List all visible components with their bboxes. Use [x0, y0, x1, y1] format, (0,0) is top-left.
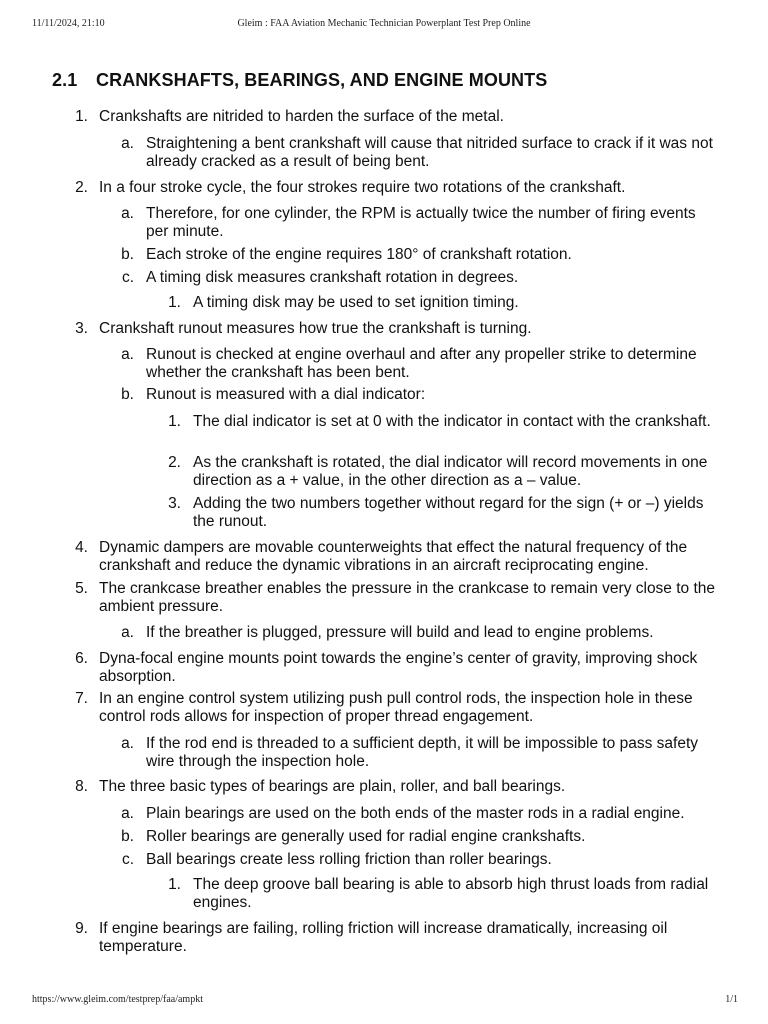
list-marker: 9. — [75, 920, 88, 937]
section-title: CRANKSHAFTS, BEARINGS, AND ENGINE MOUNTS — [96, 70, 548, 90]
list-item-text: Dyna-focal engine mounts point towards the engine’s center of gravity, improving shock absorption. — [99, 650, 698, 685]
list-item-text: The crankcase breather enables the pressure in the crankcase to remain very close to the ambient pressure. — [99, 580, 716, 615]
list-marker: b. — [121, 386, 134, 403]
list-item-text: If the breather is plugged, pressure will build and lead to engine problems. — [146, 624, 654, 641]
print-footer — [0, 994, 768, 1010]
list-marker: c. — [121, 851, 134, 868]
list-item-text: Runout is checked at engine overhaul and after any propeller strike to determine whether the crankshaft has been bent. — [146, 346, 697, 381]
list-marker: a. — [121, 735, 134, 752]
list-item-text: In a four stroke cycle, the four strokes require two rotations of the crankshaft. — [99, 179, 626, 196]
list-marker: a. — [121, 805, 134, 822]
list-item-text: Adding the two numbers together without regard for the sign (+ or –) yields the runout. — [193, 495, 704, 530]
print-page-title: Gleim : FAA Aviation Mechanic Technician Powerplant Test Prep Online — [237, 18, 531, 29]
list-marker: 1. — [168, 413, 181, 430]
list-item-text: Therefore, for one cylinder, the RPM is actually twice the number of firing events per minute. — [146, 205, 696, 240]
list-item-text: In an engine control system utilizing push pull control rods, the inspection hole in these control rods allows for inspection of proper thread engagement. — [99, 690, 693, 725]
list-marker: a. — [121, 346, 134, 363]
list-marker: a. — [121, 135, 134, 152]
list-item-text: The deep groove ball bearing is able to absorb high thrust loads from radial engines. — [193, 876, 709, 911]
list-marker: 2. — [168, 454, 181, 471]
list-marker: 5. — [75, 580, 88, 597]
list-marker: 1. — [168, 876, 181, 893]
list-marker: 4. — [75, 539, 88, 556]
list-item-text: A timing disk may be used to set ignition timing. — [193, 294, 519, 311]
list-marker: 8. — [75, 778, 88, 795]
list-item-text: As the crankshaft is rotated, the dial indicator will record movements in one direction as a + value, in the other direction as a – value. — [193, 454, 708, 489]
print-url: https://www.gleim.com/testprep/faa/ampkt — [32, 994, 203, 1005]
print-page-number: 1/1 — [725, 994, 738, 1005]
list-item-text: If engine bearings are failing, rolling friction will increase dramatically, increasing oil temperature. — [99, 920, 668, 955]
list-marker: c. — [121, 269, 134, 286]
list-marker: a. — [121, 624, 134, 641]
list-item-text: If the rod end is threaded to a sufficient depth, it will be impossible to pass safety wire through the inspection hole. — [146, 735, 698, 770]
list-marker: 3. — [75, 320, 88, 337]
list-item-text: Roller bearings are generally used for radial engine crankshafts. — [146, 828, 586, 845]
list-marker: 1. — [168, 294, 181, 311]
list-marker: b. — [121, 828, 134, 845]
print-header — [0, 14, 768, 30]
list-item-text: Ball bearings create less rolling friction than roller bearings. — [146, 851, 552, 868]
section-number: 2.1 — [52, 70, 78, 90]
list-marker: 7. — [75, 690, 88, 707]
list-marker: a. — [121, 205, 134, 222]
section-heading — [52, 70, 547, 91]
list-item-text: Crankshaft runout measures how true the crankshaft is turning. — [99, 320, 532, 337]
list-item-text: Dynamic dampers are movable counterweights that effect the natural frequency of the crankshaft and reduce the dynamic vibrations in an aircraft reciprocating engine. — [99, 539, 688, 574]
list-item-text: Runout is measured with a dial indicator: — [146, 386, 426, 403]
list-item-text: Plain bearings are used on the both ends of the master rods in a radial engine. — [146, 805, 685, 822]
list-marker: 6. — [75, 650, 88, 667]
list-item-text: Straightening a bent crankshaft will cause that nitrided surface to crack if it was not already cracked as a result of being bent. — [146, 135, 713, 170]
list-marker: 3. — [168, 495, 181, 512]
list-item-text: The dial indicator is set at 0 with the indicator in contact with the crankshaft. — [193, 413, 711, 430]
list-marker: b. — [121, 246, 134, 263]
list-marker: 1. — [75, 108, 88, 125]
list-item-text: The three basic types of bearings are plain, roller, and ball bearings. — [99, 778, 566, 795]
print-datetime: 11/11/2024, 21:10 — [32, 18, 105, 29]
list-item-text: Crankshafts are nitrided to harden the surface of the metal. — [99, 108, 504, 125]
list-item-text: Each stroke of the engine requires 180° of crankshaft rotation. — [146, 246, 572, 263]
list-item-text: A timing disk measures crankshaft rotation in degrees. — [146, 269, 519, 286]
list-marker: 2. — [75, 179, 88, 196]
